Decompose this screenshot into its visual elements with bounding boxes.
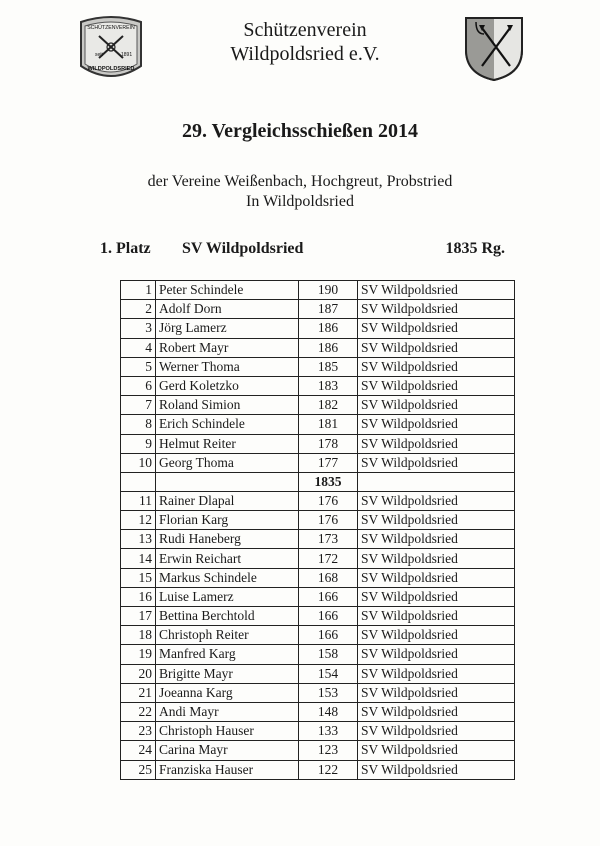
row-number: 22 bbox=[121, 702, 156, 721]
table-row bbox=[121, 664, 515, 683]
shooter-club: SV Wildpoldsried bbox=[358, 683, 515, 702]
table-row bbox=[121, 645, 515, 664]
svg-text:seit: seit bbox=[95, 52, 103, 58]
shooter-name: Adolf Dorn bbox=[156, 300, 299, 319]
table-row bbox=[121, 491, 515, 510]
shooter-score: 187 bbox=[299, 300, 358, 319]
shooter-name: Gerd Koletzko bbox=[156, 376, 299, 395]
shooter-club: SV Wildpoldsried bbox=[358, 626, 515, 645]
shooter-club: SV Wildpoldsried bbox=[358, 702, 515, 721]
shooter-score: 186 bbox=[299, 319, 358, 338]
row-number: 1 bbox=[121, 281, 156, 300]
row-number: 3 bbox=[121, 319, 156, 338]
subtitle-line1: der Vereine Weißenbach, Hochgreut, Probstried bbox=[147, 173, 453, 190]
row-number: 4 bbox=[121, 338, 156, 357]
shooter-name: Brigitte Mayr bbox=[156, 664, 299, 683]
shooter-club: SV Wildpoldsried bbox=[358, 587, 515, 606]
shooter-name: Georg Thoma bbox=[156, 453, 299, 472]
shooter-club: SV Wildpoldsried bbox=[358, 491, 515, 510]
shooter-score: 166 bbox=[299, 587, 358, 606]
shooter-club: SV Wildpoldsried bbox=[358, 357, 515, 376]
shooter-name: Andi Mayr bbox=[156, 702, 299, 721]
table-row bbox=[121, 549, 515, 568]
row-number: 15 bbox=[121, 568, 156, 587]
shooter-club: SV Wildpoldsried bbox=[358, 645, 515, 664]
shooter-club: SV Wildpoldsried bbox=[358, 568, 515, 587]
shooter-name: Joeanna Karg bbox=[156, 683, 299, 702]
shooter-name: Rudi Haneberg bbox=[156, 530, 299, 549]
shooter-score: 168 bbox=[299, 568, 358, 587]
shooter-club: SV Wildpoldsried bbox=[358, 319, 515, 338]
table-row bbox=[121, 587, 515, 606]
shooter-name: Florian Karg bbox=[156, 511, 299, 530]
row-number: 7 bbox=[121, 396, 156, 415]
shooter-club: SV Wildpoldsried bbox=[358, 722, 515, 741]
shooter-club: SV Wildpoldsried bbox=[358, 396, 515, 415]
coat-of-arms-icon bbox=[462, 14, 526, 82]
shooter-name: Robert Mayr bbox=[156, 338, 299, 357]
shooter-club: SV Wildpoldsried bbox=[358, 338, 515, 357]
shooter-name: Markus Schindele bbox=[156, 568, 299, 587]
club-name-line1: Schützenverein bbox=[243, 19, 367, 41]
shooter-name: Franziska Hauser bbox=[156, 760, 299, 779]
shooter-club: SV Wildpoldsried bbox=[358, 530, 515, 549]
row-number: 17 bbox=[121, 607, 156, 626]
sum-total: 1835 bbox=[299, 472, 358, 491]
row-number: 25 bbox=[121, 760, 156, 779]
shooter-name: Jörg Lamerz bbox=[156, 319, 299, 338]
row-number: 19 bbox=[121, 645, 156, 664]
shooter-name: Erwin Reichart bbox=[156, 549, 299, 568]
shooter-name: Manfred Karg bbox=[156, 645, 299, 664]
shooter-club: SV Wildpoldsried bbox=[358, 453, 515, 472]
sum-row bbox=[121, 472, 515, 491]
shooter-name: Carina Mayr bbox=[156, 741, 299, 760]
shooter-score: 181 bbox=[299, 415, 358, 434]
club-name-line2: Wildpoldsried e.V. bbox=[230, 43, 380, 65]
table-row bbox=[121, 511, 515, 530]
shooter-name: Luise Lamerz bbox=[156, 587, 299, 606]
shooter-score: 176 bbox=[299, 511, 358, 530]
shooter-name: Peter Schindele bbox=[156, 281, 299, 300]
row-number: 16 bbox=[121, 587, 156, 606]
table-row bbox=[121, 530, 515, 549]
table-row bbox=[121, 568, 515, 587]
results-table-body bbox=[121, 281, 515, 780]
row-number: 23 bbox=[121, 722, 156, 741]
row-number: 14 bbox=[121, 549, 156, 568]
shooter-club: SV Wildpoldsried bbox=[358, 760, 515, 779]
event-subtitle bbox=[0, 172, 600, 212]
shooter-score: 185 bbox=[299, 357, 358, 376]
subtitle-line2: In Wildpoldsried bbox=[246, 193, 354, 210]
row-number: 21 bbox=[121, 683, 156, 702]
row-number: 6 bbox=[121, 376, 156, 395]
table-row bbox=[121, 741, 515, 760]
shooter-name: Christoph Reiter bbox=[156, 626, 299, 645]
table-row bbox=[121, 396, 515, 415]
ranking-line bbox=[100, 240, 505, 262]
shooter-name: Christoph Hauser bbox=[156, 722, 299, 741]
sum-empty-cell bbox=[121, 472, 156, 491]
shooter-club: SV Wildpoldsried bbox=[358, 376, 515, 395]
row-number: 18 bbox=[121, 626, 156, 645]
club-name bbox=[200, 18, 410, 66]
table-row bbox=[121, 300, 515, 319]
row-number: 20 bbox=[121, 664, 156, 683]
row-number: 11 bbox=[121, 491, 156, 510]
svg-text:WILDPOLDSRIED: WILDPOLDSRIED bbox=[87, 66, 135, 72]
shooter-score: 154 bbox=[299, 664, 358, 683]
shooter-score: 123 bbox=[299, 741, 358, 760]
shooter-score: 190 bbox=[299, 281, 358, 300]
table-row bbox=[121, 319, 515, 338]
event-title: 29. Vergleichsschießen 2014 bbox=[181, 120, 419, 142]
shooter-name: Erich Schindele bbox=[156, 415, 299, 434]
shooter-score: 166 bbox=[299, 607, 358, 626]
shooter-score: 172 bbox=[299, 549, 358, 568]
table-row bbox=[121, 338, 515, 357]
shooter-score: 158 bbox=[299, 645, 358, 664]
shooter-name: Helmut Reiter bbox=[156, 434, 299, 453]
shooter-score: 166 bbox=[299, 626, 358, 645]
shooter-club: SV Wildpoldsried bbox=[358, 664, 515, 683]
row-number: 10 bbox=[121, 453, 156, 472]
shooter-name: Werner Thoma bbox=[156, 357, 299, 376]
table-row bbox=[121, 626, 515, 645]
row-number: 24 bbox=[121, 741, 156, 760]
shooter-score: 173 bbox=[299, 530, 358, 549]
sum-empty-cell bbox=[358, 472, 515, 491]
results-table bbox=[120, 280, 515, 780]
table-row bbox=[121, 607, 515, 626]
row-number: 13 bbox=[121, 530, 156, 549]
shooter-score: 133 bbox=[299, 722, 358, 741]
shooter-score: 178 bbox=[299, 434, 358, 453]
shooter-club: SV Wildpoldsried bbox=[358, 607, 515, 626]
svg-text:SCHÜTZENVEREIN: SCHÜTZENVEREIN bbox=[87, 25, 135, 31]
shooter-club: SV Wildpoldsried bbox=[358, 415, 515, 434]
shooter-club: SV Wildpoldsried bbox=[358, 300, 515, 319]
row-number: 8 bbox=[121, 415, 156, 434]
shooter-name: Roland Simion bbox=[156, 396, 299, 415]
table-row bbox=[121, 357, 515, 376]
sum-empty-cell bbox=[156, 472, 299, 491]
shooter-score: 186 bbox=[299, 338, 358, 357]
shooter-club: SV Wildpoldsried bbox=[358, 281, 515, 300]
table-row bbox=[121, 453, 515, 472]
shooter-score: 153 bbox=[299, 683, 358, 702]
row-number: 12 bbox=[121, 511, 156, 530]
svg-text:1891: 1891 bbox=[121, 52, 133, 58]
table-row bbox=[121, 434, 515, 453]
shooter-club: SV Wildpoldsried bbox=[358, 434, 515, 453]
shooter-name: Bettina Berchtold bbox=[156, 607, 299, 626]
shooter-name: Rainer Dlapal bbox=[156, 491, 299, 510]
shooter-score: 122 bbox=[299, 760, 358, 779]
shooter-club: SV Wildpoldsried bbox=[358, 511, 515, 530]
shooter-club: SV Wildpoldsried bbox=[358, 741, 515, 760]
table-row bbox=[121, 415, 515, 434]
shooter-score: 183 bbox=[299, 376, 358, 395]
shooter-club: SV Wildpoldsried bbox=[358, 549, 515, 568]
row-number: 2 bbox=[121, 300, 156, 319]
row-number: 5 bbox=[121, 357, 156, 376]
table-row bbox=[121, 281, 515, 300]
ranking-total: 1835 Rg. bbox=[445, 240, 505, 257]
shooter-score: 148 bbox=[299, 702, 358, 721]
shooter-score: 182 bbox=[299, 396, 358, 415]
row-number: 9 bbox=[121, 434, 156, 453]
table-row bbox=[121, 722, 515, 741]
table-row bbox=[121, 702, 515, 721]
club-emblem-logo bbox=[75, 14, 147, 86]
ranking-team: SV Wildpoldsried bbox=[182, 240, 304, 257]
table-row bbox=[121, 376, 515, 395]
shooter-score: 177 bbox=[299, 453, 358, 472]
shooter-score: 176 bbox=[299, 491, 358, 510]
ranking-place: 1. Platz bbox=[100, 240, 151, 257]
table-row bbox=[121, 683, 515, 702]
table-row bbox=[121, 760, 515, 779]
